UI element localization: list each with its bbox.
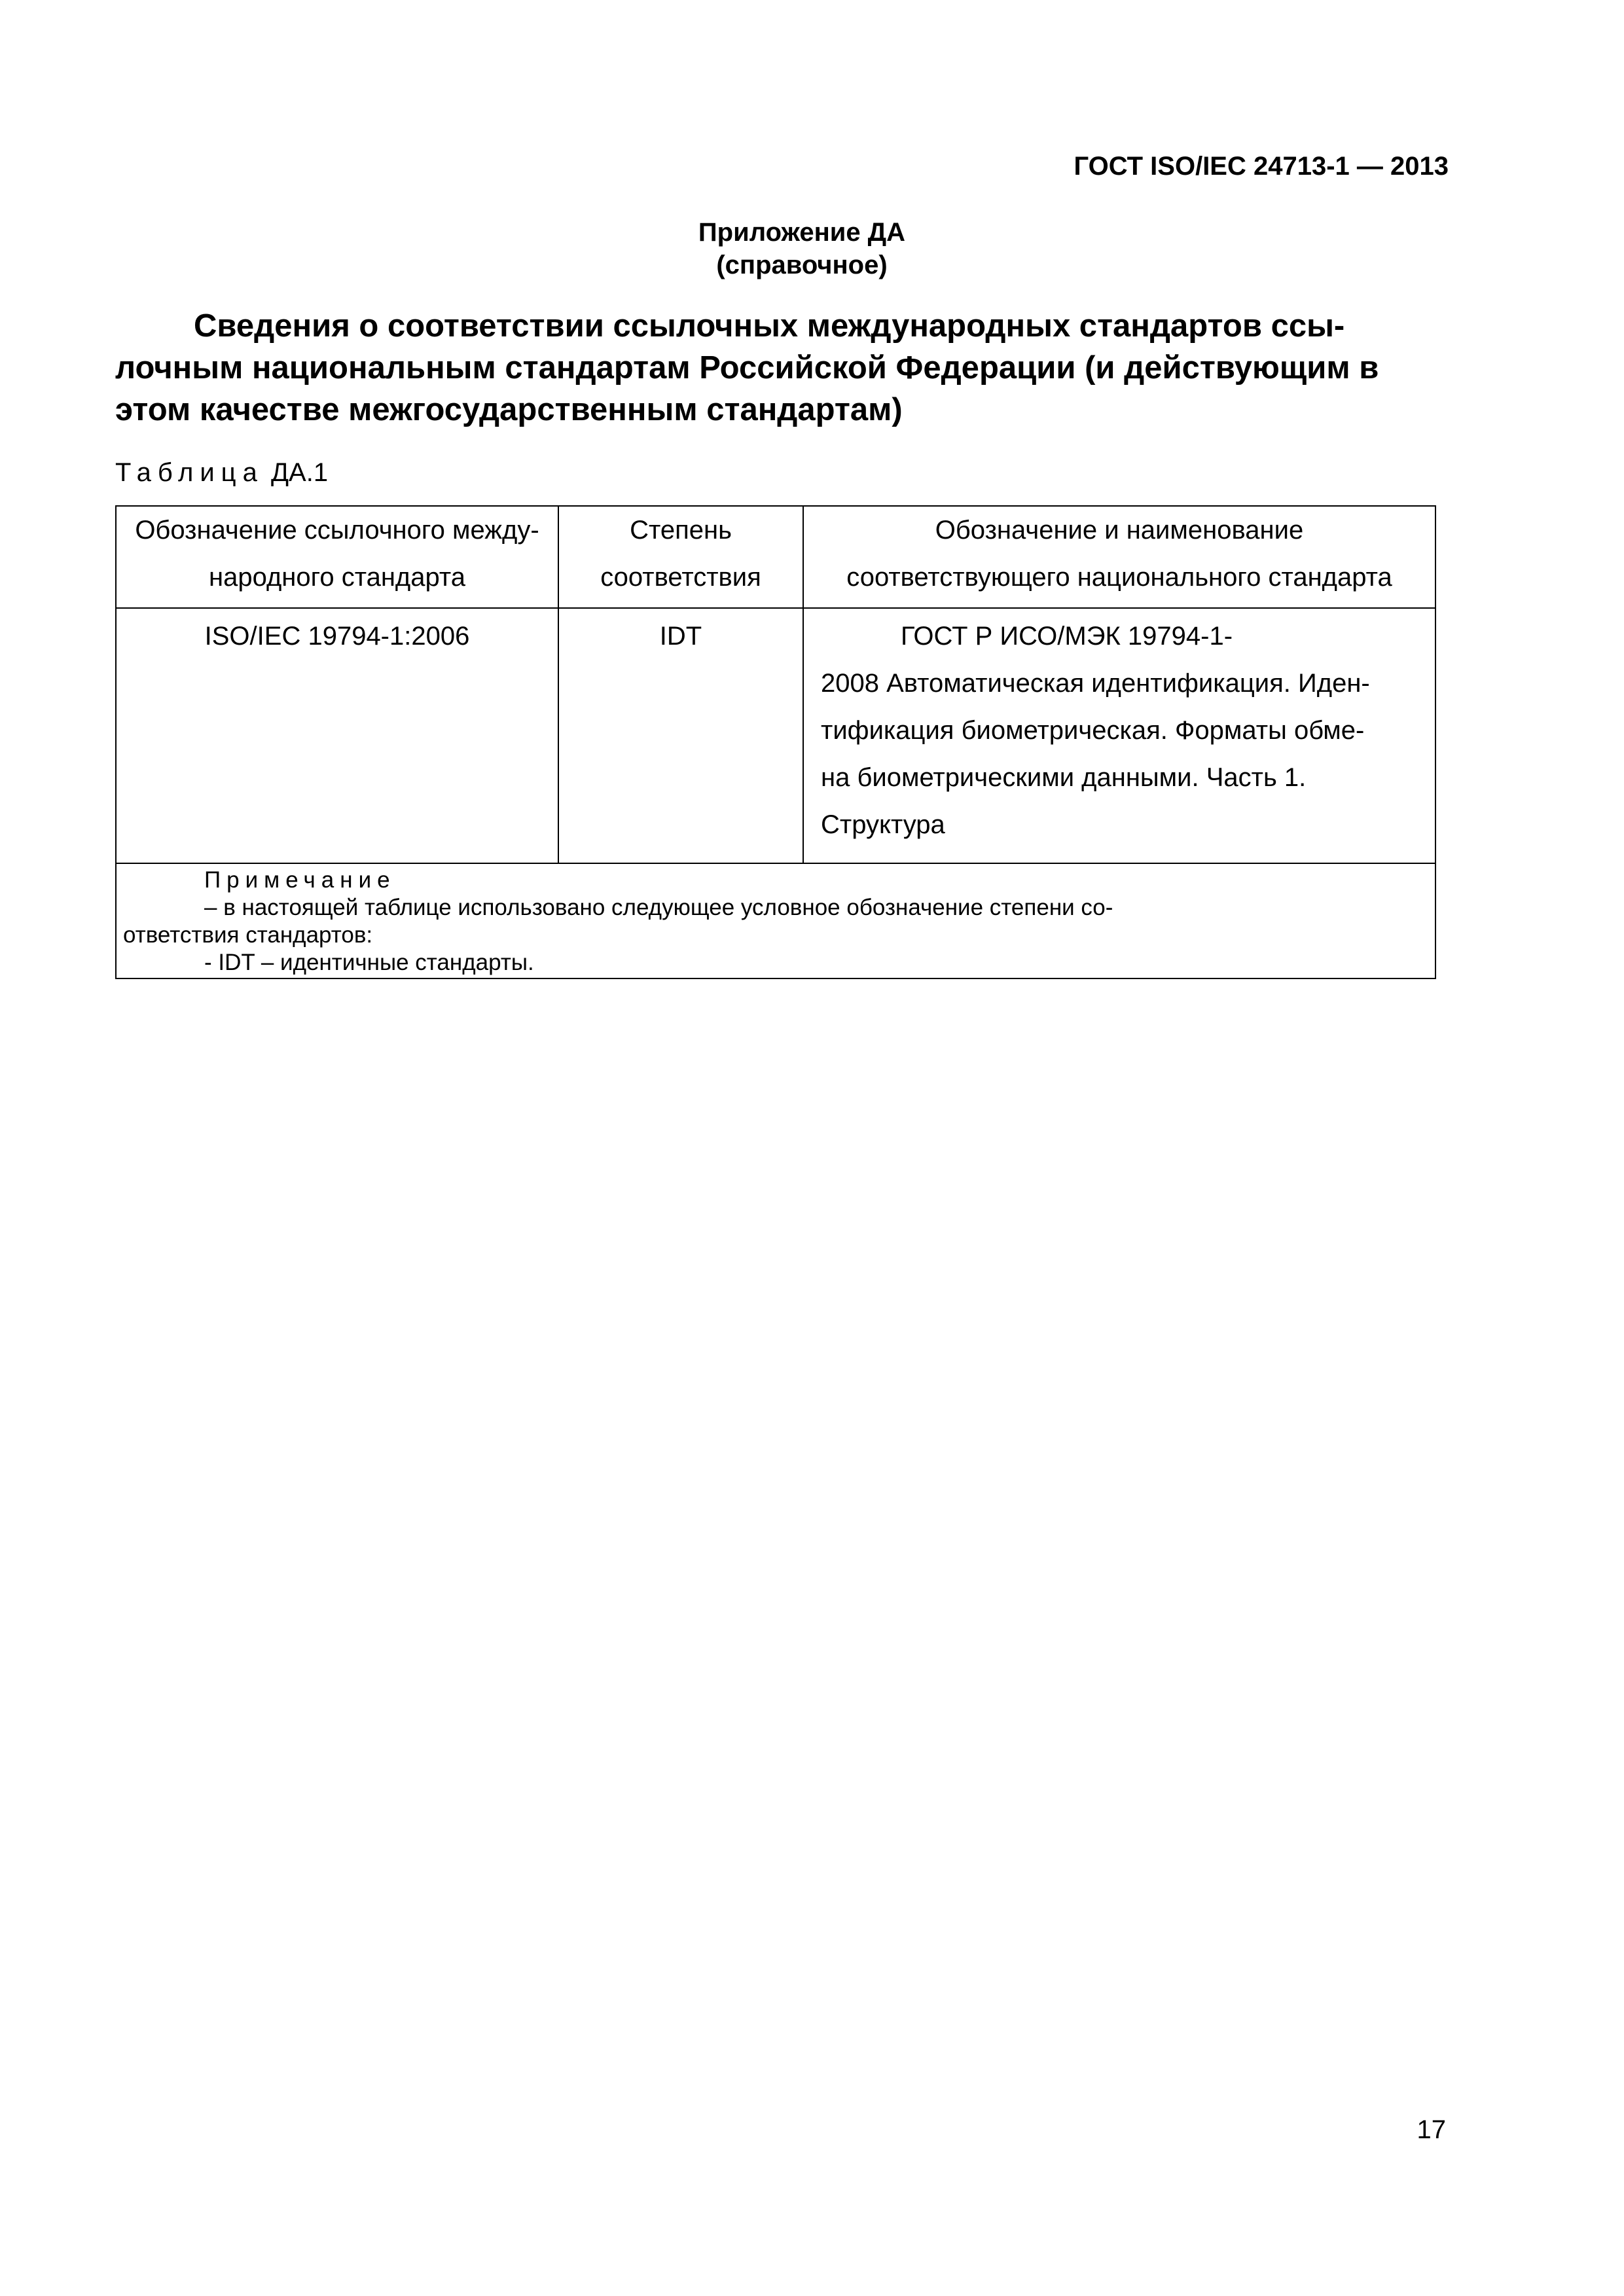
page-number: 17 [1416, 2115, 1446, 2144]
header-line: соответствующего национального стандарта [846, 563, 1392, 592]
document-code: ГОСТ ISO/IEC 24713-1 — 2013 [1074, 152, 1449, 181]
table-header-row [116, 506, 1435, 608]
header-line: соответствия [600, 563, 761, 592]
note-line: ответствия стандартов: [123, 922, 373, 948]
table-caption-word: Таблица [115, 458, 264, 487]
cell-international-standard: ISO/IEC 19794-1:2006 [116, 608, 558, 863]
heading-line: Сведения о соответствии ссылочных международных стандартов ссы- [194, 308, 1345, 344]
correspondence-table [115, 505, 1436, 979]
national-standard-line: Структура [821, 810, 945, 839]
appendix-title: Приложение ДА [698, 218, 906, 247]
note-text: – в настоящей таблице использовано следующее условное обозначение степени со- [204, 895, 1113, 920]
table-note-row [116, 863, 1435, 978]
cell-national-standard [803, 608, 1435, 863]
appendix-kind: (справочное) [716, 251, 888, 279]
table-caption [115, 458, 328, 488]
header-line: Степень [630, 516, 732, 545]
column-header-degree [558, 506, 803, 608]
national-standard-line: 2008 Автоматическая идентификация. Иден- [821, 669, 1370, 698]
table-note [116, 863, 1435, 978]
note-line: - IDT – идентичные стандарты. [204, 950, 534, 975]
table-caption-number: ДА.1 [270, 458, 329, 487]
national-standard-line: на биометрическими данными. Часть 1. [821, 763, 1307, 792]
heading-line: лочным национальным стандартам Российской Федерации (и действующим в [115, 350, 1379, 386]
cell-degree: IDT [558, 608, 803, 863]
header-line: Обозначение и наименование [935, 516, 1304, 545]
column-header-international [116, 506, 558, 608]
header-line: Обозначение ссылочного между- [135, 516, 539, 545]
heading-line: этом качестве межгосударственным стандартам) [115, 392, 903, 427]
national-standard-line: тификация биометрическая. Форматы обме- [821, 716, 1365, 745]
national-standard-line: ГОСТ Р ИСО/МЭК 19794-1- [901, 622, 1233, 651]
note-label: Примечание [204, 867, 396, 893]
table-row [116, 608, 1435, 863]
header-line: народного стандарта [209, 563, 465, 592]
column-header-national [803, 506, 1435, 608]
note-line [123, 867, 1423, 922]
appendix-heading [115, 305, 1437, 431]
